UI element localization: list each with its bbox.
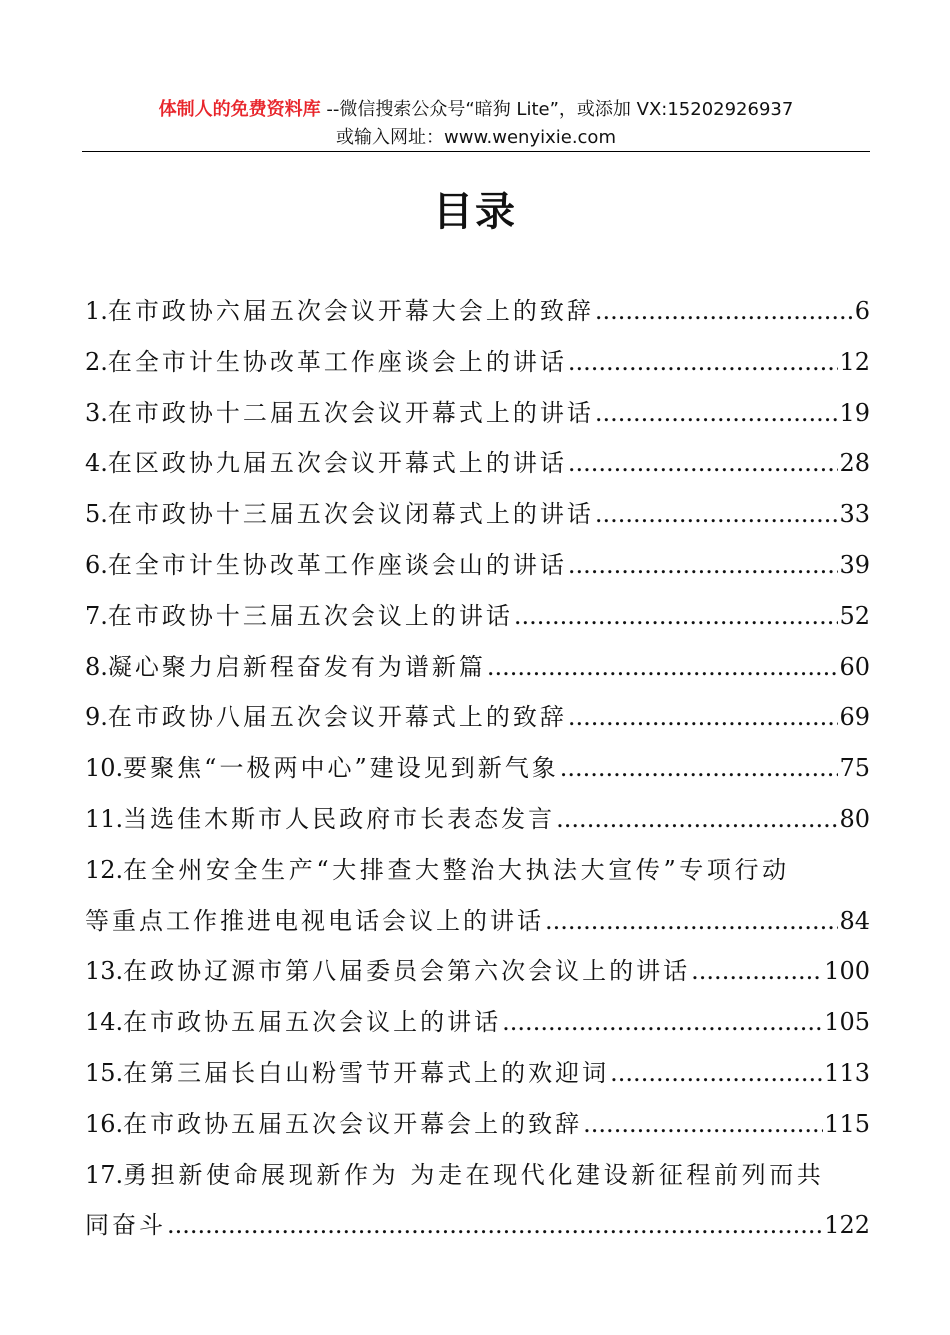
document-header [82,96,870,152]
toc-entry-text: 在第三届长白山粉雪节开幕式上的欢迎词 [123,1058,610,1087]
toc-page-number: 75 [839,754,870,783]
dot-leader [487,642,839,693]
toc-entry-title [85,489,594,540]
toc-entry[interactable] [85,946,870,997]
toc-entry[interactable] [85,591,870,642]
toc-entry-title [85,692,567,743]
toc-page-number: 122 [824,1211,870,1240]
toc-entry-text: 在政协辽源市第八届委员会第六次会议上的讲话 [123,957,691,986]
toc-entry-title [85,997,501,1048]
toc-entry-number: 6. [85,550,108,579]
toc-entry-title [85,794,555,845]
dot-leader [167,1200,823,1251]
toc-entry-text: 在市政协八届五次会议开幕式上的致辞 [107,703,567,732]
toc-entry[interactable] [85,337,870,388]
toc-entry-title [85,337,567,388]
toc-entry-text: 在市政协六届五次会议开幕大会上的致辞 [107,297,594,325]
toc-entry-number: 7. [85,601,108,630]
toc-entry-number: 10. [85,754,124,783]
header-divider [82,151,870,152]
toc-entry[interactable] [85,540,870,591]
dot-leader [514,591,839,642]
toc-page-number: 33 [839,500,870,529]
toc-page-number: 60 [839,652,870,681]
toc-entry-title [85,845,790,896]
toc-entry[interactable] [85,692,870,743]
dot-leader [595,286,854,337]
toc-entry-number: 4. [85,449,108,478]
toc-entry-text: 等重点工作推进电视电话会议上的讲话 [85,906,544,935]
toc-entry-title [85,946,690,997]
toc-entry-text: 在市政协五届五次会议开幕会上的致辞 [123,1109,583,1138]
toc-entry-number: 14. [85,1008,124,1037]
toc-entry-number: 15. [85,1058,124,1087]
toc-entry-title [85,642,486,693]
header-line-1 [82,96,870,124]
toc-entry-number: 17. [85,1160,124,1189]
dot-leader [691,946,823,997]
toc-entry-text: 在市政协十三届五次会议闭幕式上的讲话 [107,500,594,529]
toc-entry-number: 9. [85,703,108,732]
toc-entry-title [85,591,513,642]
toc-entry-number: 5. [85,500,108,529]
toc-entry-text: 在市政协十三届五次会议上的讲话 [107,601,513,630]
toc-entry-title [85,286,594,337]
toc-page-number: 12 [839,347,870,376]
toc-entry-title [85,1150,824,1201]
toc-page-number: 39 [839,550,870,579]
toc-entry[interactable] [85,1099,870,1150]
toc-entry-title [85,1048,609,1099]
toc-entry-text: 在全市计生协改革工作座谈会山的讲话 [107,550,567,579]
toc-entry[interactable] [85,1048,870,1099]
toc-entry[interactable] [85,642,870,693]
dot-leader [568,438,839,489]
dot-leader [595,388,839,439]
toc-entry-number: 2. [85,347,108,376]
toc-page-number: 113 [824,1058,870,1087]
toc-entry-text: 要聚焦“一极两中心”建设见到新气象 [123,754,559,783]
toc-page-number: 80 [839,804,870,833]
table-of-contents [85,286,870,1251]
toc-page-number: 69 [839,703,870,732]
dot-leader [502,997,823,1048]
dot-leader [568,540,839,591]
toc-entry-number: 8. [85,652,108,681]
dot-leader [556,794,838,845]
toc-page-number: 28 [839,449,870,478]
toc-entry[interactable] [85,388,870,439]
toc-entry-text: 凝心聚力启新程奋发有为谱新篇 [107,652,486,681]
toc-entry-title [85,1099,582,1150]
brand-name: 体制人的免费资料库 [158,99,321,120]
toc-entry[interactable] [85,286,870,337]
toc-page-number: 105 [824,1008,870,1037]
toc-entry-text: 在区政协九届五次会议开幕式上的讲话 [107,449,567,478]
toc-entry-title [85,1200,166,1251]
page-title: 目录 [433,189,517,235]
toc-entry-text: 在市政协十二届五次会议开幕式上的讲话 [107,398,594,427]
toc-page-number: 115 [824,1109,870,1138]
header-website: 或输入网址：www.wenyixie.com [336,127,616,148]
toc-entry[interactable] [85,438,870,489]
toc-page-number: 52 [839,601,870,630]
toc-page-number: 19 [839,398,870,427]
toc-entry-title [85,438,567,489]
dot-leader [545,896,838,947]
dot-leader [568,337,839,388]
toc-entry-number: 11. [85,804,124,833]
dot-leader [568,692,839,743]
dot-leader [595,489,839,540]
toc-entry-text: 在全州安全生产“大排查大整治大执法大宣传”专项行动 [123,855,790,884]
dot-leader [583,1099,823,1150]
toc-entry[interactable] [85,845,870,947]
toc-entry-title [85,743,559,794]
toc-entry-number: 12. [85,855,124,884]
toc-entry-title [85,896,544,947]
dot-leader [560,743,839,794]
toc-entry-text: 在市政协五届五次会议上的讲话 [123,1008,502,1037]
toc-entry-title [85,540,567,591]
toc-entry[interactable] [85,489,870,540]
toc-page-number: 84 [839,906,870,935]
toc-entry-title [85,388,594,439]
toc-entry-text: 同奋斗 [85,1211,166,1240]
toc-entry-number: 1. [85,297,108,325]
toc-entry-number: 13. [85,957,124,986]
toc-entry-number: 3. [85,398,108,427]
toc-entry-text: 勇担新使命展现新作为 为走在现代化建设新征程前列而共 [123,1160,825,1189]
header-contact: --微信搜索公众号“暗狗 Lite”，或添加 VX:15202926937 [320,99,794,120]
toc-entry[interactable] [85,997,870,1048]
toc-entry-text: 当选佳木斯市人民政府市长表态发言 [123,804,556,833]
toc-entry[interactable] [85,743,870,794]
toc-entry[interactable] [85,1150,870,1252]
toc-page-number: 6 [854,297,870,325]
dot-leader [610,1048,823,1099]
toc-entry-number: 16. [85,1109,124,1138]
toc-entry[interactable] [85,794,870,845]
toc-page-number: 100 [824,957,870,986]
toc-entry-text: 在全市计生协改革工作座谈会上的讲话 [107,347,567,376]
